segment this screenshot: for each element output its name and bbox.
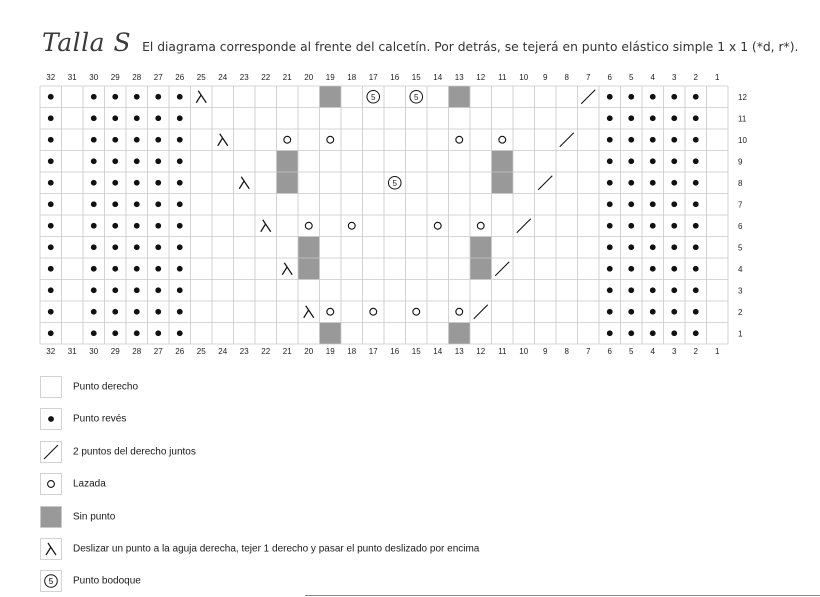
column-number-top: 10 bbox=[519, 73, 529, 82]
purl-dot bbox=[112, 94, 118, 100]
column-number-top: 24 bbox=[218, 73, 228, 82]
column-number-bottom: 26 bbox=[175, 347, 185, 356]
purl-dot bbox=[628, 330, 634, 336]
column-number-top: 21 bbox=[282, 73, 292, 82]
purl-dot bbox=[693, 287, 699, 293]
yarn-over-symbol bbox=[284, 136, 291, 143]
purl-dot bbox=[693, 223, 699, 229]
legend-symbol bbox=[40, 441, 62, 463]
purl-dot bbox=[48, 244, 54, 250]
column-number-top: 26 bbox=[175, 73, 185, 82]
purl-dot bbox=[177, 223, 183, 229]
purl-dot bbox=[177, 158, 183, 164]
purl-dot bbox=[693, 137, 699, 143]
purl-dot bbox=[177, 330, 183, 336]
column-number-bottom: 7 bbox=[586, 347, 591, 356]
purl-dot bbox=[91, 266, 97, 272]
purl-dot bbox=[650, 330, 656, 336]
column-number-bottom: 3 bbox=[672, 347, 677, 356]
purl-dot bbox=[91, 137, 97, 143]
yarn-over-symbol bbox=[413, 308, 420, 315]
column-number-bottom: 18 bbox=[347, 347, 357, 356]
purl-dot bbox=[112, 309, 118, 315]
legend-symbol bbox=[40, 506, 62, 528]
column-number-bottom: 2 bbox=[693, 347, 698, 356]
purl-dot bbox=[112, 330, 118, 336]
row-number: 11 bbox=[738, 114, 747, 124]
purl-dot bbox=[112, 244, 118, 250]
no-stitch-cell bbox=[449, 86, 471, 108]
purl-dot bbox=[91, 223, 97, 229]
bobble-number: 5 bbox=[371, 92, 376, 102]
purl-dot bbox=[177, 201, 183, 207]
purl-dot bbox=[650, 266, 656, 272]
purl-dot bbox=[155, 244, 161, 250]
no-stitch-cell bbox=[470, 258, 492, 280]
k2tog-symbol bbox=[517, 219, 531, 233]
column-number-top: 29 bbox=[110, 73, 120, 82]
purl-dot bbox=[693, 309, 699, 315]
legend-symbol bbox=[40, 408, 62, 430]
column-number-top: 19 bbox=[325, 73, 335, 82]
purl-dot bbox=[693, 330, 699, 336]
purl-dot bbox=[48, 287, 54, 293]
column-number-top: 30 bbox=[89, 73, 99, 82]
column-number-top: 3 bbox=[672, 73, 677, 82]
purl-dot bbox=[134, 330, 140, 336]
purl-dot bbox=[693, 201, 699, 207]
column-number-bottom: 30 bbox=[89, 347, 99, 356]
legend-label: Lazada bbox=[73, 478, 106, 490]
purl-dot bbox=[177, 137, 183, 143]
purl-dot bbox=[693, 94, 699, 100]
purl-dot bbox=[671, 266, 677, 272]
legend-symbol bbox=[40, 570, 62, 592]
purl-dot bbox=[628, 158, 634, 164]
purl-dot bbox=[693, 180, 699, 186]
slip-knit-pass-icon bbox=[40, 538, 62, 560]
purl-dot bbox=[671, 158, 677, 164]
yarn-over-symbol bbox=[477, 222, 484, 229]
column-number-top: 8 bbox=[564, 73, 569, 82]
column-number-bottom: 19 bbox=[325, 347, 335, 356]
slip-knit-pass-symbol bbox=[304, 306, 314, 318]
purl-dot bbox=[155, 115, 161, 121]
column-number-bottom: 17 bbox=[368, 347, 378, 356]
legend-item bbox=[40, 441, 196, 463]
purl-dot bbox=[91, 330, 97, 336]
purl-dot bbox=[671, 180, 677, 186]
purl-dot bbox=[671, 309, 677, 315]
column-number-top: 6 bbox=[607, 73, 612, 82]
column-number-top: 17 bbox=[368, 73, 378, 82]
purl-dot bbox=[650, 244, 656, 250]
legend-label: Punto revés bbox=[73, 413, 127, 425]
purl-dot bbox=[155, 94, 161, 100]
yarn-over-symbol bbox=[456, 308, 463, 315]
purl-dot bbox=[671, 330, 677, 336]
column-number-top: 14 bbox=[433, 73, 443, 82]
purl-dot bbox=[112, 137, 118, 143]
k2tog-symbol bbox=[560, 133, 574, 147]
purl-dot bbox=[650, 223, 656, 229]
row-number: 4 bbox=[738, 264, 743, 274]
slip-knit-pass-symbol bbox=[282, 263, 292, 275]
purl-dot bbox=[628, 180, 634, 186]
purl-dot bbox=[48, 309, 54, 315]
no-stitch-cell bbox=[298, 258, 320, 280]
no-stitch-cell bbox=[277, 151, 299, 173]
divider bbox=[305, 595, 820, 596]
bobble-number: 5 bbox=[414, 92, 419, 102]
purl-dot bbox=[650, 180, 656, 186]
column-number-bottom: 31 bbox=[67, 347, 77, 356]
purl-dot bbox=[155, 201, 161, 207]
column-number-top: 11 bbox=[498, 73, 507, 82]
column-number-top: 13 bbox=[454, 73, 464, 82]
legend-symbol bbox=[40, 473, 62, 495]
column-number-top: 1 bbox=[715, 73, 720, 82]
column-number-bottom: 25 bbox=[196, 347, 206, 356]
purl-dot bbox=[134, 309, 140, 315]
legend-item bbox=[40, 376, 139, 398]
row-number: 3 bbox=[738, 286, 743, 296]
purl-dot bbox=[112, 158, 118, 164]
yarn-over-symbol bbox=[456, 136, 463, 143]
chart-grid bbox=[40, 86, 728, 344]
column-number-bottom: 15 bbox=[411, 347, 421, 356]
column-number-top: 31 bbox=[67, 73, 77, 82]
column-number-bottom: 13 bbox=[454, 347, 464, 356]
purl-dot bbox=[650, 94, 656, 100]
purl-dot bbox=[628, 266, 634, 272]
purl-dot bbox=[48, 201, 54, 207]
bobble-number: 5 bbox=[392, 178, 397, 188]
column-number-top: 18 bbox=[347, 73, 357, 82]
purl-dot bbox=[177, 266, 183, 272]
purl-dot bbox=[693, 158, 699, 164]
slip-knit-pass-symbol bbox=[218, 134, 228, 146]
purl-dot bbox=[112, 180, 118, 186]
purl-dot bbox=[607, 201, 613, 207]
column-number-bottom: 32 bbox=[46, 347, 56, 356]
purl-dot bbox=[177, 180, 183, 186]
yarn-over-symbol bbox=[434, 222, 441, 229]
purl-dot bbox=[134, 115, 140, 121]
purl-dot bbox=[112, 115, 118, 121]
legend-cell bbox=[41, 377, 62, 398]
purl-dot bbox=[48, 137, 54, 143]
row-number: 2 bbox=[738, 307, 743, 317]
purl-dot bbox=[112, 287, 118, 293]
row-number: 5 bbox=[738, 243, 743, 253]
row-number: 12 bbox=[738, 92, 747, 102]
column-number-top: 16 bbox=[390, 73, 400, 82]
no-stitch-cell bbox=[320, 86, 342, 108]
column-number-top: 15 bbox=[411, 73, 421, 82]
purl-dot bbox=[48, 223, 54, 229]
purl-dot bbox=[155, 223, 161, 229]
purl-dot bbox=[607, 180, 613, 186]
purl-dot bbox=[91, 180, 97, 186]
no-stitch-cell bbox=[298, 237, 320, 259]
column-number-bottom: 27 bbox=[153, 347, 163, 356]
purl-dot bbox=[155, 309, 161, 315]
purl-dot bbox=[628, 287, 634, 293]
purl-dot bbox=[607, 266, 613, 272]
purl-dot bbox=[693, 115, 699, 121]
purl-dot bbox=[48, 94, 54, 100]
purl-dot bbox=[91, 287, 97, 293]
column-number-bottom: 12 bbox=[476, 347, 486, 356]
purl-dot bbox=[91, 158, 97, 164]
row-number: 6 bbox=[738, 221, 743, 231]
column-number-bottom: 28 bbox=[132, 347, 142, 356]
column-number-top: 4 bbox=[650, 73, 655, 82]
column-number-bottom: 20 bbox=[304, 347, 314, 356]
legend-label: 2 puntos del derecho juntos bbox=[73, 446, 196, 458]
purl-dot bbox=[607, 330, 613, 336]
purl-dot bbox=[650, 201, 656, 207]
purl-dot bbox=[628, 223, 634, 229]
column-number-bottom: 5 bbox=[629, 347, 634, 356]
column-number-bottom: 9 bbox=[543, 347, 548, 356]
purl-dot bbox=[607, 94, 613, 100]
slip-knit-pass-symbol bbox=[261, 220, 271, 232]
yarn-over-symbol bbox=[327, 308, 334, 315]
k2tog-symbol bbox=[538, 176, 552, 190]
purl-dot bbox=[628, 201, 634, 207]
purl-dot bbox=[628, 309, 634, 315]
knit-icon bbox=[40, 376, 62, 398]
legend-item bbox=[40, 408, 127, 430]
legend-label: Sin punto bbox=[73, 511, 116, 523]
no-stitch-cell bbox=[449, 323, 471, 345]
purl-dot bbox=[650, 309, 656, 315]
purl-dot bbox=[177, 244, 183, 250]
purl-dot bbox=[177, 287, 183, 293]
purl-dot bbox=[650, 287, 656, 293]
purl-icon bbox=[40, 408, 62, 430]
purl-dot bbox=[671, 137, 677, 143]
purl-dot bbox=[112, 266, 118, 272]
purl-dot bbox=[607, 309, 613, 315]
legend-label: Punto derecho bbox=[73, 381, 139, 393]
row-number: 8 bbox=[738, 178, 743, 188]
column-number-bottom: 4 bbox=[650, 347, 655, 356]
purl-dot bbox=[650, 158, 656, 164]
purl-dot bbox=[48, 330, 54, 336]
purl-dot bbox=[134, 94, 140, 100]
bobble-icon bbox=[40, 570, 62, 592]
row-number: 1 bbox=[738, 329, 743, 339]
no-stitch-cell bbox=[277, 172, 299, 194]
legend-item bbox=[40, 473, 106, 495]
column-number-top: 2 bbox=[693, 73, 698, 82]
column-number-top: 9 bbox=[543, 73, 548, 82]
purl-dot bbox=[177, 115, 183, 121]
yarn-over-symbol bbox=[370, 308, 377, 315]
legend-item bbox=[40, 538, 480, 560]
purl-dot bbox=[693, 244, 699, 250]
no-stitch-cell bbox=[492, 151, 514, 173]
column-number-top: 25 bbox=[196, 73, 206, 82]
column-number-bottom: 1 bbox=[715, 347, 720, 356]
purl-dot bbox=[134, 158, 140, 164]
purl-dot bbox=[134, 137, 140, 143]
column-number-bottom: 21 bbox=[282, 347, 292, 356]
purl-dot bbox=[155, 180, 161, 186]
purl-dot bbox=[607, 137, 613, 143]
column-number-top: 23 bbox=[239, 73, 249, 82]
row-number: 7 bbox=[738, 200, 743, 210]
legend-cell bbox=[41, 474, 62, 495]
column-number-top: 7 bbox=[586, 73, 591, 82]
yarn-over-icon bbox=[40, 473, 62, 495]
purl-dot bbox=[177, 309, 183, 315]
purl-dot bbox=[607, 287, 613, 293]
chart-description: El diagrama corresponde al frente del calcetín. Por detrás, se tejerá en punto elástico simple 1 x 1 (*d, r*). bbox=[142, 40, 799, 54]
purl-dot bbox=[91, 244, 97, 250]
k2tog-symbol bbox=[474, 305, 488, 319]
bobble-number: 5 bbox=[48, 577, 54, 586]
purl-dot bbox=[91, 201, 97, 207]
legend-symbol bbox=[40, 538, 62, 560]
purl-dot bbox=[607, 158, 613, 164]
column-number-bottom: 24 bbox=[218, 347, 228, 356]
purl-dot bbox=[628, 94, 634, 100]
purl-dot bbox=[134, 287, 140, 293]
k2tog-symbol bbox=[495, 262, 509, 276]
purl-dot bbox=[134, 201, 140, 207]
row-number: 10 bbox=[738, 135, 747, 145]
yarn-over-symbol bbox=[327, 136, 334, 143]
column-number-top: 5 bbox=[629, 73, 634, 82]
purl-dot bbox=[607, 244, 613, 250]
purl-dot bbox=[48, 180, 54, 186]
purl-dot bbox=[155, 137, 161, 143]
legend-cell bbox=[41, 539, 62, 560]
column-number-bottom: 22 bbox=[261, 347, 271, 356]
no-stitch-cell bbox=[492, 172, 514, 194]
row-number: 9 bbox=[738, 157, 743, 167]
purl-dot bbox=[91, 115, 97, 121]
purl-dot bbox=[112, 201, 118, 207]
legend-label: Deslizar un punto a la aguja derecha, tejer 1 derecho y pasar el punto deslizado por encima bbox=[73, 543, 480, 555]
purl-dot bbox=[155, 158, 161, 164]
purl-dot bbox=[48, 115, 54, 121]
purl-dot bbox=[91, 94, 97, 100]
purl-dot bbox=[671, 94, 677, 100]
purl-dot bbox=[134, 244, 140, 250]
purl-dot bbox=[48, 416, 54, 422]
yarn-over-symbol bbox=[499, 136, 506, 143]
purl-dot bbox=[607, 115, 613, 121]
legend-item bbox=[40, 506, 116, 528]
purl-dot bbox=[155, 287, 161, 293]
purl-dot bbox=[693, 266, 699, 272]
yarn-over-symbol bbox=[348, 222, 355, 229]
purl-dot bbox=[134, 180, 140, 186]
purl-dot bbox=[628, 244, 634, 250]
column-number-top: 28 bbox=[132, 73, 142, 82]
purl-dot bbox=[112, 223, 118, 229]
slip-knit-pass-symbol bbox=[239, 177, 249, 189]
column-number-bottom: 29 bbox=[110, 347, 120, 356]
column-number-bottom: 6 bbox=[607, 347, 612, 356]
purl-dot bbox=[628, 115, 634, 121]
no-stitch-cell bbox=[320, 323, 342, 345]
column-number-bottom: 10 bbox=[519, 347, 529, 356]
purl-dot bbox=[48, 158, 54, 164]
purl-dot bbox=[628, 137, 634, 143]
purl-dot bbox=[671, 223, 677, 229]
purl-dot bbox=[671, 287, 677, 293]
legend-item bbox=[40, 570, 141, 592]
legend-cell bbox=[41, 507, 62, 528]
legend-label: Punto bodoque bbox=[73, 575, 141, 587]
purl-dot bbox=[650, 137, 656, 143]
size-title: Talla S bbox=[42, 28, 132, 57]
column-number-bottom: 16 bbox=[390, 347, 400, 356]
purl-dot bbox=[134, 223, 140, 229]
column-number-top: 20 bbox=[304, 73, 314, 82]
purl-dot bbox=[650, 115, 656, 121]
no-stitch-cell bbox=[470, 237, 492, 259]
purl-dot bbox=[155, 266, 161, 272]
column-number-bottom: 8 bbox=[564, 347, 569, 356]
purl-dot bbox=[671, 201, 677, 207]
k2tog-icon bbox=[40, 441, 62, 463]
purl-dot bbox=[155, 330, 161, 336]
purl-dot bbox=[671, 115, 677, 121]
column-number-top: 22 bbox=[261, 73, 271, 82]
column-number-top: 32 bbox=[46, 73, 56, 82]
purl-dot bbox=[91, 309, 97, 315]
column-number-bottom: 23 bbox=[239, 347, 249, 356]
purl-dot bbox=[134, 266, 140, 272]
no-stitch-icon bbox=[40, 506, 62, 528]
k2tog-symbol bbox=[581, 90, 595, 104]
legend-symbol bbox=[40, 376, 62, 398]
column-number-top: 12 bbox=[476, 73, 486, 82]
purl-dot bbox=[607, 223, 613, 229]
purl-dot bbox=[177, 94, 183, 100]
purl-dot bbox=[48, 266, 54, 272]
column-number-bottom: 11 bbox=[498, 347, 507, 356]
purl-dot bbox=[671, 244, 677, 250]
yarn-over-symbol bbox=[305, 222, 312, 229]
column-number-top: 27 bbox=[153, 73, 163, 82]
slip-knit-pass-symbol bbox=[196, 91, 206, 103]
column-number-bottom: 14 bbox=[433, 347, 443, 356]
